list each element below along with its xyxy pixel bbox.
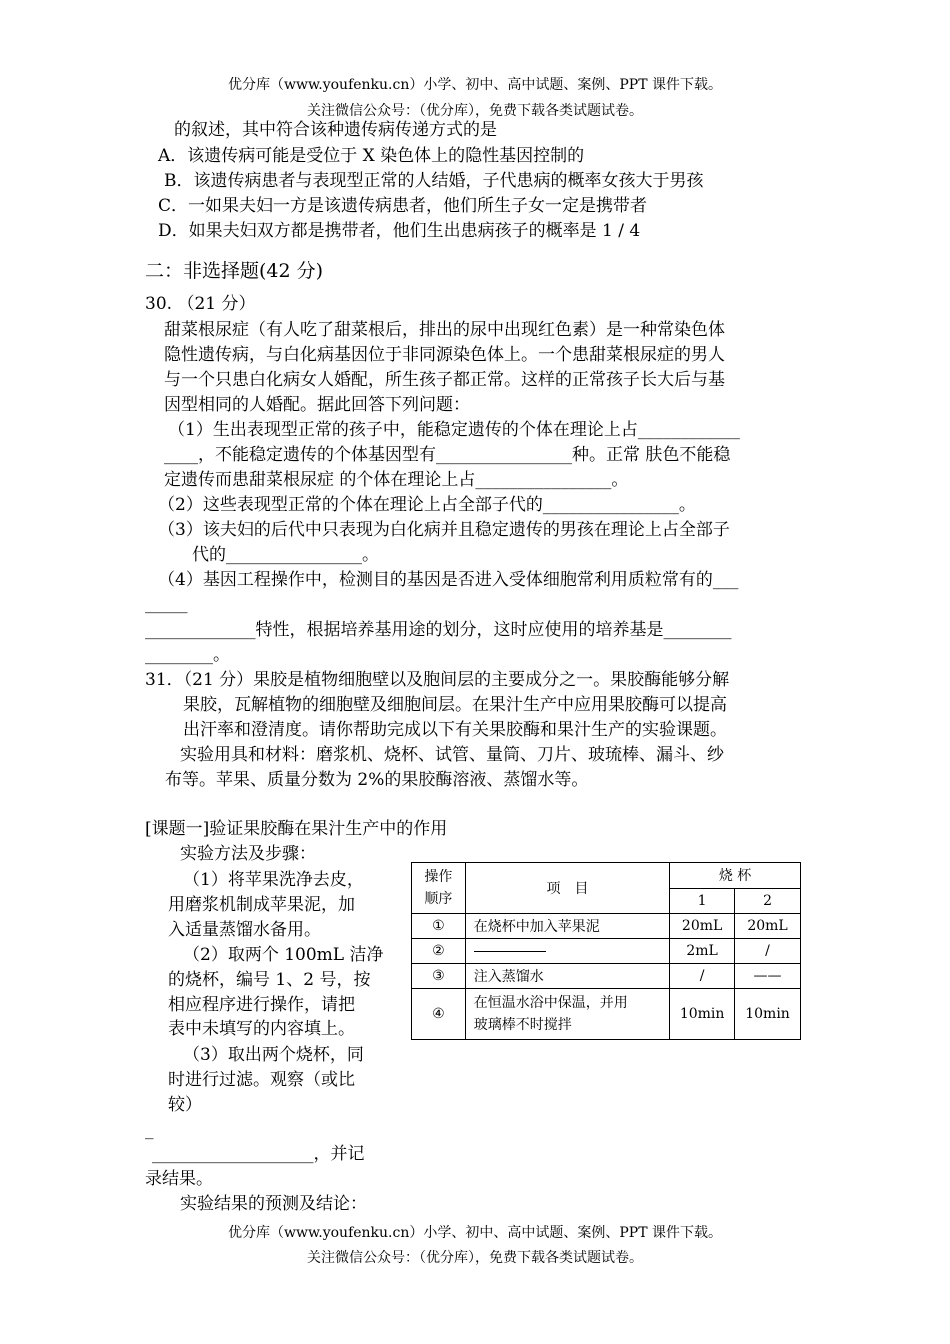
q30-part4-line1: （4）基因工程操作中，检测目的基因是否进入受体细胞常利用质粒常有的___ bbox=[158, 570, 739, 590]
row-item-line2: 玻璃棒不时搅拌 bbox=[473, 1017, 572, 1033]
q31-step-line-5: 的烧杯，编号 1、2 号，按 bbox=[168, 970, 371, 990]
q31-step-line-9: 时进行过滤。观察（或比 bbox=[168, 1070, 355, 1090]
row-item-blank bbox=[465, 939, 669, 964]
q30-part1-line3: 定遗传而患甜菜根尿症 的个体在理论上占________________。 bbox=[164, 470, 629, 490]
q31-dash-mark: _ bbox=[145, 1120, 154, 1140]
q31-step-line-2: 用磨浆机制成苹果泥，加 bbox=[168, 895, 355, 915]
q31-step-line-10: 较） bbox=[168, 1095, 202, 1115]
q31-step-line-4: （2）取两个 100mL 洁净 bbox=[183, 945, 384, 965]
row-beaker1-value: 20mL bbox=[670, 914, 735, 939]
row-number: ③ bbox=[412, 964, 466, 989]
q29-option-d: D．如果夫妇双方都是携带者，他们生出患病孩子的概率是 1 / 4 bbox=[158, 221, 641, 241]
row-beaker1-value: / bbox=[670, 964, 735, 989]
q30-part3-line1: （3）该夫妇的后代中只表现为白化病并且稳定遗传的男孩在理论上占全部子 bbox=[158, 520, 730, 540]
page-footer-line1: 优分库（www.youfenku.cn）小学、初中、高中试题、案例、PPT 课件下载。 bbox=[227, 1225, 722, 1241]
table-row bbox=[412, 939, 801, 964]
header-beaker-1: 1 bbox=[670, 888, 735, 914]
page-footer-line2: 关注微信公众号：（优分库），免费下载各类试题试卷。 bbox=[307, 1250, 643, 1266]
q31-line-4: 实验用具和材料：磨浆机、烧杯、试管、量筒、刀片、玻琉棒、漏斗、纱 bbox=[180, 745, 724, 765]
table-row bbox=[412, 914, 801, 939]
row-beaker1-value: 2mL bbox=[670, 939, 735, 964]
header-beaker-2: 2 bbox=[735, 888, 801, 914]
row-beaker2-value: 20mL bbox=[735, 914, 801, 939]
row-item-line1: 在恒温水浴中保温，并用 bbox=[473, 995, 628, 1011]
row-item bbox=[465, 989, 669, 1040]
table-row bbox=[412, 964, 801, 989]
page-header-line2: 关注微信公众号：（优分库），免费下载各类试题试卷。 bbox=[307, 103, 643, 119]
row-item: 注入蒸馏水 bbox=[465, 964, 669, 989]
q30-line-4: 因型相同的人婚配。据此回答下列问题： bbox=[164, 395, 470, 415]
q29-option-a: A．该遗传病可能是受位于 X 染色体上的隐性基因控制的 bbox=[158, 146, 585, 166]
row-number: ① bbox=[412, 914, 466, 939]
q30-part4-line3: _____________特性，根据培养基用途的划分，这时应使用的培养基是________ bbox=[145, 620, 732, 640]
q31-step-line-6: 相应程序进行操作，请把 bbox=[168, 995, 355, 1015]
row-number: ② bbox=[412, 939, 466, 964]
header-beaker: 烧 杯 bbox=[670, 863, 801, 889]
fill-in-blank-line bbox=[474, 951, 546, 952]
q30-part1-line1: （1）生出表现型正常的孩子中，能稳定遗传的个体在理论上占____________ bbox=[168, 420, 740, 440]
row-beaker2-value: / bbox=[735, 939, 801, 964]
q30-line-1: 甜菜根尿症（有人吃了甜菜根后，排出的尿中出现红色素）是一种常染色体 bbox=[164, 320, 725, 340]
q29-option-b: B．该遗传病患者与表现型正常的人结婚，子代患病的概率女孩大于男孩 bbox=[164, 171, 704, 191]
q30-line-2: 隐性遗传病，与白化病基因位于非同源染色体上。一个患甜菜根尿症的男人 bbox=[164, 345, 725, 365]
q29-option-c: C．一如果夫妇一方是该遗传病患者，他们所生子女一定是携带者 bbox=[158, 196, 648, 216]
row-number: ④ bbox=[412, 989, 466, 1040]
page-header-line1: 优分库（www.youfenku.cn）小学、初中、高中试题、案例、PPT 课件下载。 bbox=[227, 77, 722, 93]
section2-title: 二：非选择题(42 分) bbox=[145, 260, 324, 282]
table-header-row bbox=[412, 863, 801, 889]
header-operation-order bbox=[412, 863, 466, 914]
q31-record: 录结果。 bbox=[145, 1169, 213, 1189]
q30-number: 30. （21 分） bbox=[145, 294, 256, 314]
q29-stem-tail: 的叙述，其中符合该种遗传病传递方式的是 bbox=[174, 120, 497, 140]
row-item: 在烧杯中加入苹果泥 bbox=[465, 914, 669, 939]
q30-part1-line2: ____，不能稳定遗传的个体基因型有________________种。正常 肤色不能稳 bbox=[164, 445, 731, 465]
q31-method-title: 实验方法及步骤： bbox=[180, 844, 316, 864]
q30-part4-line2: _____ bbox=[145, 594, 188, 614]
q31-prediction-title: 实验结果的预测及结论： bbox=[180, 1194, 367, 1214]
q30-line-3: 与一个只患白化病女人婚配，所生孩子都正常。这样的正常孩子长大后与基 bbox=[164, 370, 725, 390]
q31-observe-blank: ___________________，并记 bbox=[152, 1144, 365, 1164]
q30-part2: （2）这些表现型正常的个体在理论上占全部子代的________________。 bbox=[158, 495, 696, 515]
table-row bbox=[412, 989, 801, 1040]
q31-step-line-1: （1）将苹果洗净去皮， bbox=[183, 870, 364, 890]
header-item: 项 目 bbox=[465, 863, 669, 914]
q31-topic1: [课题一]验证果胶酶在果汁生产中的作用 bbox=[145, 819, 448, 839]
q31-step-line-7: 表中未填写的内容填上。 bbox=[168, 1019, 355, 1039]
row-beaker1-value: 10min bbox=[670, 989, 735, 1040]
header-op-line2: 顺序 bbox=[424, 891, 453, 907]
q31-step-line-3: 入适量蒸馏水备用。 bbox=[168, 920, 321, 940]
q30-part4-line4: ________。 bbox=[145, 645, 230, 665]
q31-step-line-8: （3）取出两个烧杯，同 bbox=[183, 1045, 364, 1065]
row-beaker2-value: —— bbox=[735, 964, 801, 989]
q31-line-2: 果胶，瓦解植物的细胞壁及细胞间层。在果汁生产中应用果胶酶可以提高 bbox=[183, 695, 727, 715]
q31-line-5: 布等。苹果、质量分数为 2%的果胶酶溶液、蒸馏水等。 bbox=[165, 770, 589, 790]
header-op-line1: 操作 bbox=[424, 869, 453, 885]
q31-line-1: 31．（21 分）果胶是植物细胞壁以及胞间层的主要成分之一。果胶酶能够分解 bbox=[145, 670, 730, 690]
q30-part3-line2: 代的________________。 bbox=[192, 545, 379, 565]
operation-table bbox=[411, 862, 801, 1040]
row-beaker2-value: 10min bbox=[735, 989, 801, 1040]
q31-line-3: 出汗率和澄清度。请你帮助完成以下有关果胶酶和果汁生产的实验课题。 bbox=[183, 720, 727, 740]
